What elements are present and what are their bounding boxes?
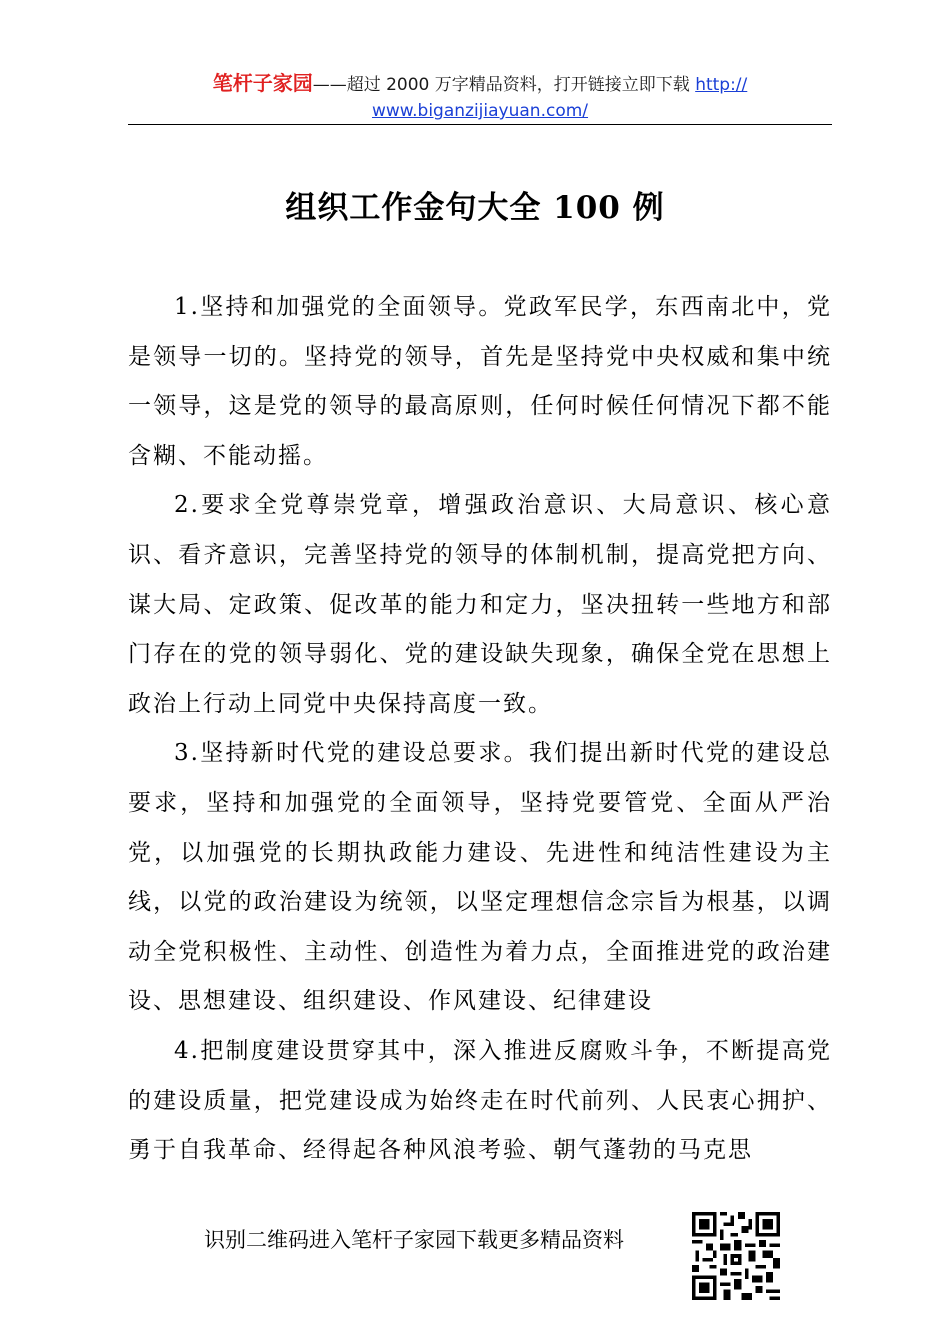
paragraph-3: 3.坚持新时代党的建设总要求。我们提出新时代党的建设总要求，坚持和加强党的全面领导，坚持党要管党、全面从严治党，以加强党的长期执政能力建设、先进性和纯洁性建设为主线，以党的政治建设为统领，以坚定理想信念宗旨为根基，以调动全党积极性、主动性、创造性为着力点，全面推进党的政治建设、思想建设、组织建设、作风建设、纪律建设 — [128, 740, 832, 1015]
brand-name: 笔杆子家园 — [212, 71, 313, 95]
document-body — [128, 283, 832, 1176]
footer-caption: 识别二维码进入笔杆子家园下载更多精品资料 — [204, 1228, 624, 1252]
download-link-part2[interactable]: www.biganzijiayuan.com/ — [371, 101, 589, 121]
qr-code-icon[interactable] — [692, 1212, 780, 1300]
header-divider — [128, 124, 832, 125]
paragraph-1: 1.坚持和加强党的全面领导。党政军民学，东西南北中，党是领导一切的。坚持党的领导，首先是坚持党中央权威和集中统一领导，这是党的领导的最高原则，任何时候任何情况下都不能含糊、不能动摇。 — [128, 294, 832, 469]
header-tagline: ——超过 2000 万字精品资料，打开链接立即下载 — [312, 75, 696, 95]
page-header — [128, 70, 832, 124]
document-title: 组织工作金句大全 100 例 — [285, 190, 665, 226]
download-link-part1[interactable]: http:// — [695, 75, 748, 95]
paragraph-2: 2.要求全党尊崇党章，增强政治意识、大局意识、核心意识、看齐意识，完善坚持党的领导的体制机制，提高党把方向、谋大局、定政策、促改革的能力和定力，坚决扭转一些地方和部门存在的党的领导弱化、党的建设缺失现象，确保全党在思想上政治上行动上同党中央保持高度一致。 — [128, 492, 832, 717]
paragraph-4: 4.把制度建设贯穿其中，深入推进反腐败斗争，不断提高党的建设质量，把党建设成为始终走在时代前列、人民衷心拥护、勇于自我革命、经得起各种风浪考验、朝气蓬勃的马克思 — [128, 1037, 832, 1164]
